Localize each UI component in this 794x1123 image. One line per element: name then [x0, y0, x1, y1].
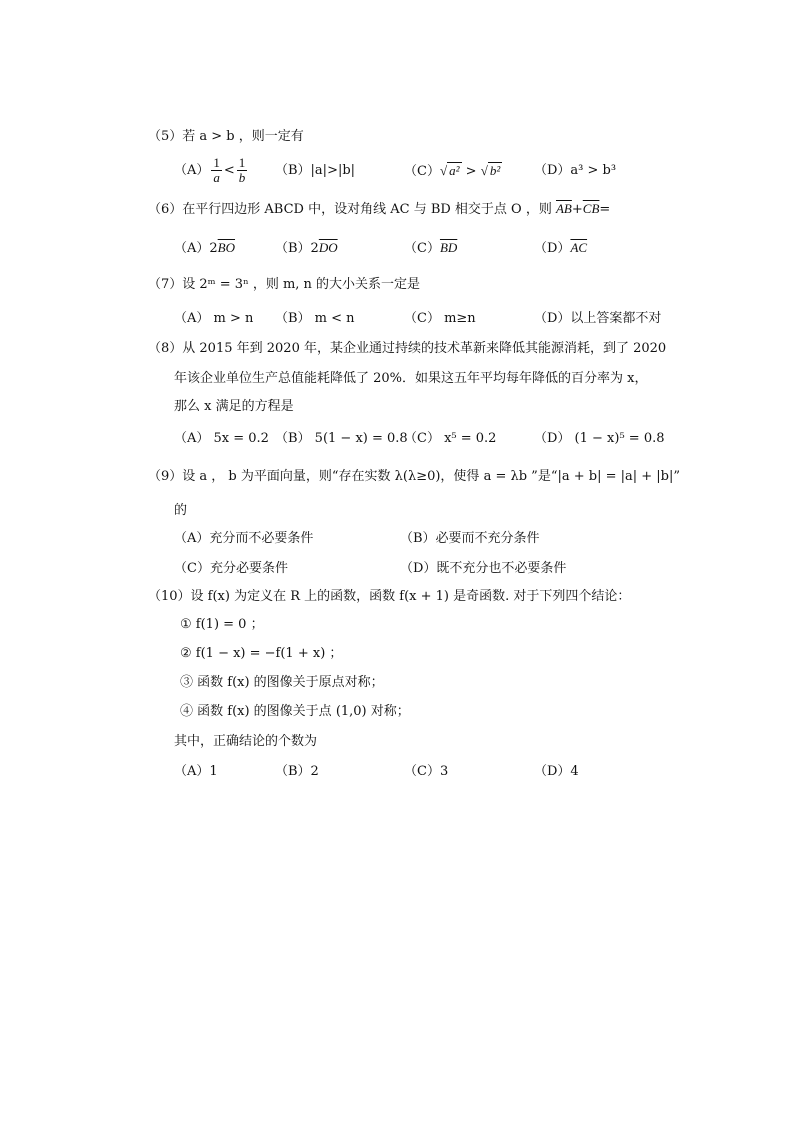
q8-option-c: （C） x⁵ = 0.2: [404, 431, 497, 446]
q5-option-a-label: （A）: [174, 163, 210, 178]
q9-stem-line1: （9）设 a ， b 为平面向量，则“存在实数 λ(λ≥0)，使得 a = λb ”是“|a + b| = |a| + |b|”: [148, 469, 681, 484]
q7-stem: （7）设 2ᵐ = 3ⁿ ，则 m, n 的大小关系一定是: [148, 277, 421, 292]
q7-option-c: （C） m≥n: [404, 311, 476, 326]
q6-option-d: [534, 239, 587, 258]
q7-option-d: （D）以上答案都不对: [534, 311, 662, 326]
q5-option-c-label: （C）: [404, 164, 440, 179]
q5-option-a-frac1: [211, 156, 222, 185]
q5-option-c: [404, 162, 502, 181]
q5-sqrt-a2-radicand: a²: [449, 163, 460, 178]
q10-option-d: （D）4: [534, 764, 579, 779]
q6-stem-text: （6）在平行四边形 ABCD 中，设对角线 AC 与 BD 相交于点 O ，则: [148, 202, 556, 217]
q6-option-b: [275, 239, 338, 258]
q10-item-3: ③ 函数 f(x) 的图像关于原点对称；: [180, 675, 384, 690]
q10-item-4: ④ 函数 f(x) 的图像关于点 (1,0) 对称；: [180, 704, 410, 719]
q8-stem-line3: 那么 x 满足的方程是: [174, 399, 294, 414]
q10-item-2: ② f(1 − x) = −f(1 + x) ；: [180, 646, 343, 661]
q7-option-b: （B） m < n: [275, 311, 355, 326]
q8-option-d: （D） (1 − x)⁵ = 0.8: [534, 431, 665, 446]
q10-option-c: （C）3: [404, 764, 449, 779]
q10-option-a: （A）1: [174, 764, 218, 779]
q6-vector-cb: $\overline{CB}$: [582, 201, 600, 216]
q6-vector-ab: $\overline{AB}$: [555, 201, 572, 216]
q10-stem: （10）设 f(x) 为定义在 R 上的函数，函数 f(x + 1) 是奇函数. 对于下列四个结论：: [148, 589, 631, 604]
q9-option-c: （C）充分必要条件: [174, 561, 288, 576]
q8-stem-line1: （8）从 2015 年到 2020 年，某企业通过持续的技术革新来降低其能源消耗，到了 2020: [148, 341, 667, 356]
q6-stem: [148, 200, 610, 219]
q8-option-b: （B） 5(1 − x) = 0.8: [275, 431, 408, 446]
q6-option-d-vector: $\overline{AC}$: [570, 240, 588, 255]
q5-frac2-numerator: 1: [238, 155, 246, 170]
q9-option-b: （B）必要而不充分条件: [400, 531, 540, 546]
q5-stem: （5）若 a > b ，则一定有: [148, 129, 304, 144]
q6-option-a-vector: $\overline{BO}$: [217, 240, 236, 255]
q6-plus: +: [571, 202, 583, 217]
q6-option-b-vector: $\overline{DO}$: [318, 240, 338, 255]
q5-frac1-numerator: 1: [213, 155, 220, 170]
q7-option-a: （A） m > n: [174, 311, 254, 326]
q5-option-a-frac2: [237, 156, 248, 185]
q6-option-a-label: （A）2: [174, 241, 218, 256]
q5-option-d: （D）a³ > b³: [534, 163, 617, 178]
q6-equals: =: [599, 202, 611, 217]
q5-sqrt-a2: √ a²: [439, 163, 460, 178]
q10-item-1: ① f(1) = 0 ；: [180, 617, 264, 632]
q5-option-a-lt: <: [223, 163, 235, 178]
q6-option-b-label: （B）2: [275, 241, 319, 256]
q9-option-a: （A）充分而不必要条件: [174, 531, 314, 546]
q5-option-c-gt: >: [465, 164, 477, 179]
q5-frac2-denominator: b: [238, 170, 246, 185]
q10-summary: 其中，正确结论的个数为: [174, 734, 318, 749]
q6-option-d-label: （D）: [534, 241, 571, 256]
q5-frac1-denominator: a: [213, 170, 220, 185]
q8-option-a: （A） 5x = 0.2: [174, 431, 269, 446]
q6-option-c-vector: $\overline{BD}$: [439, 240, 458, 255]
q6-option-a: [174, 239, 235, 258]
q6-option-c-label: （C）: [404, 241, 440, 256]
q10-option-b: （B）2: [275, 764, 319, 779]
q5-option-a: [174, 156, 249, 185]
q5-option-b: （B）|a|>|b|: [275, 163, 356, 178]
q8-stem-line2: 年该企业单位生产总值能耗降低了 20%．如果这五年平均每年降低的百分率为 x，: [174, 371, 648, 386]
q5-sqrt-b2-radicand: b²: [489, 163, 501, 178]
q6-option-c: [404, 239, 457, 258]
q9-option-d: （D）既不充分也不必要条件: [400, 561, 567, 576]
q9-stem-line2: 的: [174, 503, 188, 518]
q5-sqrt-b2: √ b²: [480, 163, 501, 178]
